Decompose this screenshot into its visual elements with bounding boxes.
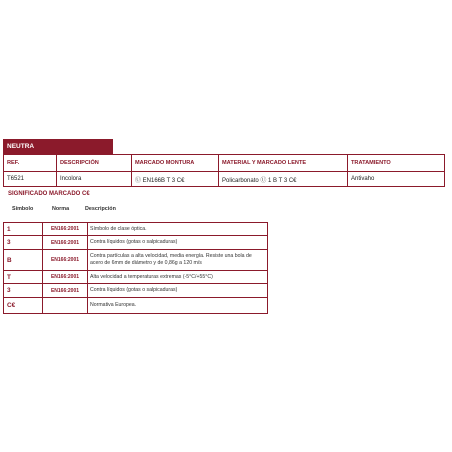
table-row (4, 284, 268, 298)
cell-marcado-montura: Ⓤ EN166B T 3 C€ (132, 172, 219, 187)
description-cell: Alta velocidad a temperaturas extremas (-5°C/+55°C) (88, 271, 268, 284)
product-table (3, 154, 445, 187)
symbol-cell: T (4, 271, 43, 284)
cell-material-lente: Policarbonato Ⓤ 1 B T 3 C€ (219, 172, 348, 187)
norm-cell (43, 298, 88, 314)
table-header-row (4, 155, 445, 172)
norm-cell: EN166:2001 (43, 236, 88, 250)
norm-cell: EN166:2001 (43, 250, 88, 271)
symbol-cell: 3 (4, 284, 43, 298)
col-header-tratamiento: TRATAMIENTO (348, 155, 445, 172)
norm-cell: EN166:2001 (43, 284, 88, 298)
col-header-material-lente: MATERIAL Y MARCADO LENTE (219, 155, 348, 172)
symbol-cell: 3 (4, 236, 43, 250)
description-cell: Contra partículas a alta velocidad, media energía. Resiste una bola de acero de 6mm de diámetro y de 0,86g a 120 m/s (88, 250, 268, 271)
legend-header-descripcion: Descripción (85, 206, 116, 212)
symbol-cell: B (4, 250, 43, 271)
col-header-ref: REF. (4, 155, 57, 172)
significado-table (3, 222, 268, 314)
cell-ref: T6521 (4, 172, 57, 187)
symbol-cell: 1 (4, 223, 43, 236)
description-cell: Símbolo de clase óptica. (88, 223, 268, 236)
col-header-descripcion: DESCRIPCIÓN (57, 155, 132, 172)
table-row (4, 236, 268, 250)
section-tab: NEUTRA (3, 139, 113, 154)
col-header-marcado-montura: MARCADO MONTURA (132, 155, 219, 172)
legend-header-norma: Norma (52, 206, 70, 212)
significado-title: SIGNIFICADO MARCADO C€ (8, 191, 90, 197)
legend-header-simbolo: Símbolo (12, 206, 34, 212)
table-row (4, 223, 268, 236)
cell-descripcion: Incolora (57, 172, 132, 187)
table-row (4, 298, 268, 314)
norm-cell: EN166:2001 (43, 271, 88, 284)
description-cell: Contra líquidos (gotas o salpicaduras) (88, 236, 268, 250)
cell-tratamiento: Antivaho (348, 172, 445, 187)
table-row (4, 250, 268, 271)
table-row (4, 271, 268, 284)
ce-mark-symbol: C€ (4, 298, 43, 314)
norm-cell: EN166:2001 (43, 223, 88, 236)
description-cell: Normativa Europea. (88, 298, 268, 314)
description-cell: Contra líquidos (gotas o salpicaduras) (88, 284, 268, 298)
table-row (4, 172, 445, 187)
